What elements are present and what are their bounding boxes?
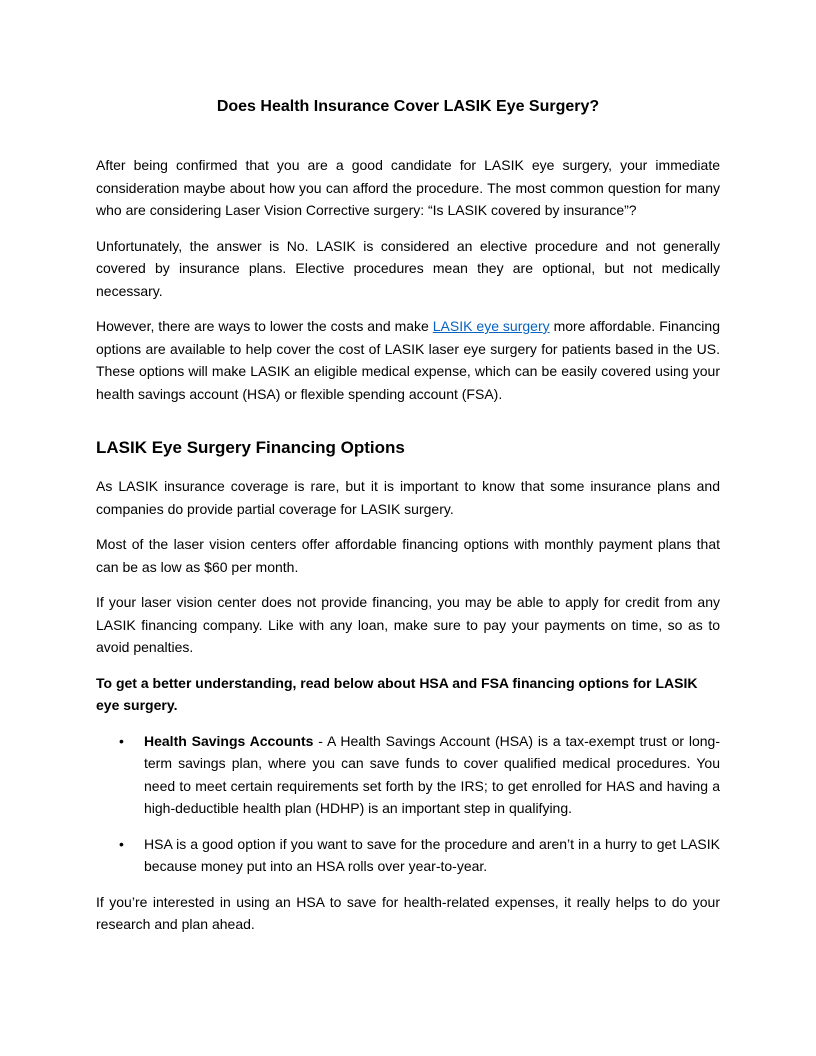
section-paragraph-3: If your laser vision center does not provide financing, you may be able to apply for credit from any LASIK financing company. Like with any loan, make sure to pay your payments on time, so as to avoid penalties. <box>96 594 720 655</box>
section-paragraph-1: As LASIK insurance coverage is rare, but it is important to know that some insurance plans and companies do provide partial coverage for LASIK surgery. <box>96 478 720 517</box>
closing-paragraph: If you’re interested in using an HSA to save for health-related expenses, it really helps to do your research and plan ahead. <box>96 893 720 932</box>
section-heading-financing-options: LASIK Eye Surgery Financing Options <box>96 438 405 457</box>
list-item-health-savings-accounts <box>96 730 720 820</box>
lasik-eye-surgery-link[interactable]: LASIK eye surgery <box>432 318 550 334</box>
bullet-list <box>96 730 720 878</box>
intro-paragraph-3-end: more affordable. Financing options are available to help cover the cost of LASIK laser eye surgery for patients based in the US. These options will make LASIK an eligible medical expense, which can be easily covered using your health savings account (HSA) or flexible spending account (FSA). <box>96 318 720 402</box>
intro-paragraph-3 <box>96 315 720 405</box>
bullet-text: HSA is a good option if you want to save for the procedure and aren’t in a hurry to get LASIK because money put into an HSA rolls over year-to-year. <box>144 835 720 874</box>
bullet-text: - A Health Savings Account (HSA) is a tax-exempt trust or long-term savings plan, where you can save funds to cover qualified medical procedures. You need to meet certain requirements set forth by the IRS; to get enrolled for HAS and having a high-deductible health plan (HDHP) is an important step in qualifying. <box>144 732 720 816</box>
bullet-lead-text: Health Savings Accounts <box>144 732 314 749</box>
document-page <box>96 96 720 949</box>
section-paragraph-2: Most of the laser vision centers offer affordable financing options with monthly payment plans that can be as low as $60 per month. <box>96 536 720 575</box>
intro-paragraph-2: Unfortunately, the answer is No. LASIK is considered an elective procedure and not generally covered by insurance plans. Elective procedures mean they are optional, but not medically necessary. <box>96 237 720 299</box>
bullet-icon: • <box>119 835 124 852</box>
intro-paragraph-3-start: However, there are ways to lower the costs and make <box>96 318 433 334</box>
document-title: Does Health Insurance Cover LASIK Eye Surgery? <box>216 98 600 115</box>
intro-paragraph-1: After being confirmed that you are a good candidate for LASIK eye surgery, your immediate consideration maybe about how you can afford the procedure. The most common question for many who are considering Laser Vision Corrective surgery: “Is LASIK covered by insurance”? <box>96 157 720 218</box>
list-item-hsa-option <box>96 833 720 878</box>
bold-note-paragraph: To get a better understanding, read below about HSA and FSA financing options for LASIK eye surgery. <box>96 674 698 713</box>
bullet-icon: • <box>119 732 124 749</box>
